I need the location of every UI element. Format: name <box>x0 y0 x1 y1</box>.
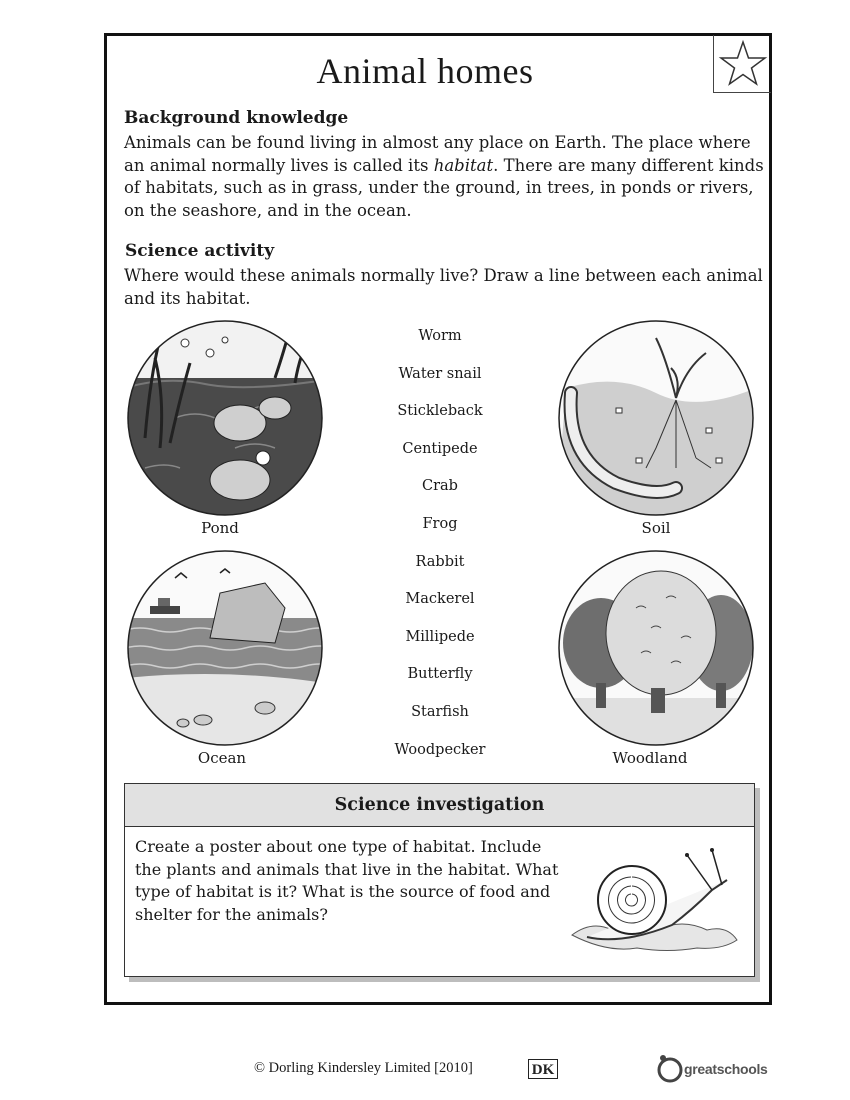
animal-item: Rabbit <box>415 553 465 570</box>
animal-item: Mackerel <box>405 591 475 608</box>
activity-heading: Science activity <box>125 241 275 261</box>
pond-illustration <box>125 318 325 518</box>
copyright-text: © Dorling Kindersley Limited [2010] <box>254 1060 473 1076</box>
animal-item: Butterfly <box>407 666 473 683</box>
animal-item: Crab <box>422 478 458 495</box>
animal-item: Frog <box>422 515 458 532</box>
animal-item: Stickleback <box>397 403 483 420</box>
animal-item: Worm <box>418 328 462 344</box>
soil-illustration <box>556 318 756 518</box>
background-heading: Background knowledge <box>124 108 349 128</box>
animal-item: Starfish <box>411 703 469 720</box>
habitat-label-woodland: Woodland <box>612 749 688 767</box>
habitat-label-pond: Pond <box>201 519 239 537</box>
investigation-heading: Science investigation <box>125 784 754 827</box>
investigation-text: Create a poster about one type of habitat. Include the plants and animals that live in the habitat. What type of habitat is it? What is the source of food and shelter for the animals? <box>135 837 559 924</box>
activity-instructions: Where would these animals normally live? Draw a line between each animal and its habitat. <box>124 266 763 308</box>
greatschools-wordmark: greatschools <box>684 1061 768 1077</box>
habitat-term: habitat <box>433 155 494 175</box>
greatschools-logo-icon <box>655 1053 685 1083</box>
page-title: Animal homes <box>316 51 534 91</box>
dk-logo-text: DK <box>531 1062 555 1078</box>
dk-logo <box>528 1059 558 1079</box>
woodland-illustration <box>556 548 756 748</box>
habitat-label-soil: Soil <box>641 519 671 537</box>
ocean-illustration <box>125 548 325 748</box>
animal-item: Water snail <box>398 365 482 382</box>
animal-list <box>370 325 510 776</box>
animal-item: Centipede <box>402 440 478 457</box>
habitat-label-ocean: Ocean <box>197 749 247 767</box>
snail-illustration <box>562 845 747 955</box>
background-text: Animals can be found living in almost any place on Earth. The place where an animal normally lives is called its habitat. There are many different kinds of habitats, such as in grass, under the ground, in trees, in ponds or rivers, on the seashore, and in the ocean. <box>124 133 764 220</box>
animal-item: Woodpecker <box>394 741 486 758</box>
animal-item: Millipede <box>405 628 475 645</box>
